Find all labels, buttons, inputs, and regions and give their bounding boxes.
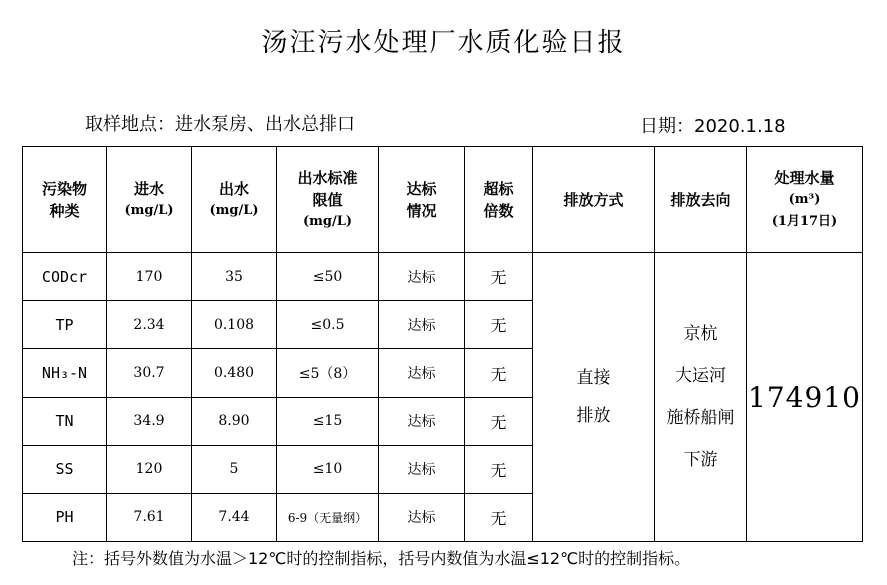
inflow-value: 7.61 bbox=[107, 493, 192, 541]
pollutant-name: NH₃-N bbox=[23, 349, 107, 397]
outflow-value: 5 bbox=[192, 445, 277, 493]
inflow-value: 120 bbox=[107, 445, 192, 493]
status-value: 达标 bbox=[379, 253, 465, 301]
exceed-value: 无 bbox=[465, 253, 533, 301]
report-date: 日期：2020.1.18 bbox=[640, 116, 786, 137]
status-value: 达标 bbox=[379, 349, 465, 397]
discharge-direction-cell: 京杭 大运河 施桥船闸 下游 bbox=[655, 253, 747, 542]
pollutant-name: TP bbox=[23, 301, 107, 349]
header-discharge-direction: 排放去向 bbox=[655, 147, 747, 253]
header-exceed: 超标 倍数 bbox=[465, 147, 533, 253]
header-limit: 出水标准 限值 (mg/L) bbox=[277, 147, 379, 253]
limit-value: ≤15 bbox=[277, 397, 379, 445]
table-row bbox=[23, 253, 863, 301]
limit-value: ≤10 bbox=[277, 445, 379, 493]
limit-value: ≤50 bbox=[277, 253, 379, 301]
exceed-value: 无 bbox=[465, 445, 533, 493]
footnote: 注：括号外数值为水温＞12℃时的控制指标，括号内数值为水温≤12℃时的控制指标。 bbox=[72, 549, 691, 568]
outflow-value: 8.90 bbox=[192, 397, 277, 445]
exceed-value: 无 bbox=[465, 397, 533, 445]
exceed-value: 无 bbox=[465, 493, 533, 541]
header-status: 达标 情况 bbox=[379, 147, 465, 253]
header-volume: 处理水量 (m³) (1月17日) bbox=[747, 147, 863, 253]
inflow-value: 34.9 bbox=[107, 397, 192, 445]
status-value: 达标 bbox=[379, 445, 465, 493]
header-pollutant: 污染物 种类 bbox=[23, 147, 107, 253]
report-title: 汤汪污水处理厂水质化验日报 bbox=[261, 28, 626, 58]
status-value: 达标 bbox=[379, 397, 465, 445]
limit-value: ≤5（8） bbox=[277, 349, 379, 397]
treated-volume-value: 174910 bbox=[747, 253, 863, 542]
exceed-value: 无 bbox=[465, 301, 533, 349]
pollutant-name: CODcr bbox=[23, 253, 107, 301]
discharge-method-cell: 直接 排放 bbox=[533, 253, 655, 542]
header-outflow: 出水 (mg/L) bbox=[192, 147, 277, 253]
inflow-value: 2.34 bbox=[107, 301, 192, 349]
outflow-value: 0.108 bbox=[192, 301, 277, 349]
water-quality-table bbox=[22, 146, 863, 542]
status-value: 达标 bbox=[379, 493, 465, 541]
header-discharge-method: 排放方式 bbox=[533, 147, 655, 253]
inflow-value: 170 bbox=[107, 253, 192, 301]
outflow-value: 7.44 bbox=[192, 493, 277, 541]
inflow-value: 30.7 bbox=[107, 349, 192, 397]
outflow-value: 35 bbox=[192, 253, 277, 301]
sampling-location: 取样地点：进水泵房、出水总排口 bbox=[85, 114, 355, 135]
status-value: 达标 bbox=[379, 301, 465, 349]
outflow-value: 0.480 bbox=[192, 349, 277, 397]
limit-value: 6-9（无量纲） bbox=[277, 493, 379, 541]
pollutant-name: SS bbox=[23, 445, 107, 493]
header-inflow: 进水 (mg/L) bbox=[107, 147, 192, 253]
limit-value: ≤0.5 bbox=[277, 301, 379, 349]
pollutant-name: PH bbox=[23, 493, 107, 541]
exceed-value: 无 bbox=[465, 349, 533, 397]
pollutant-name: TN bbox=[23, 397, 107, 445]
table-header-row bbox=[23, 147, 863, 253]
